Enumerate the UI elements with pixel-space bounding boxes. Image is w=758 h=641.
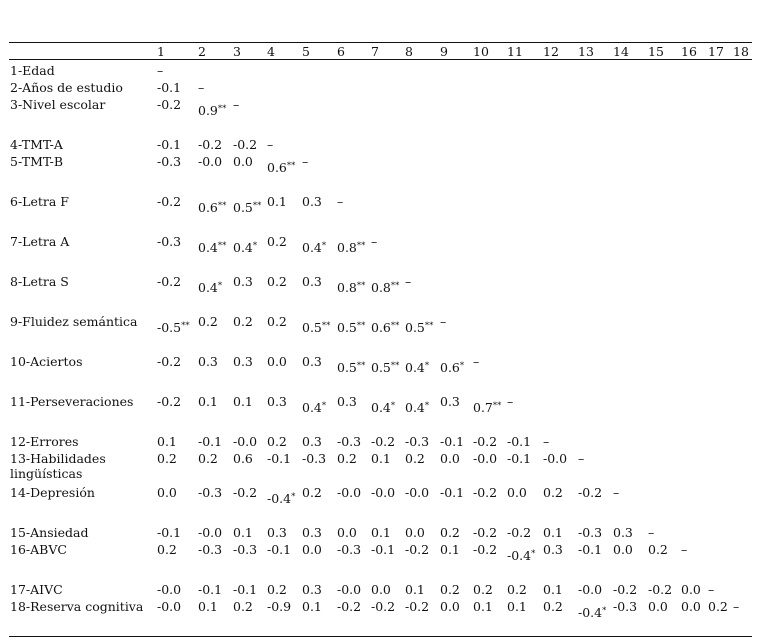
table-cell: 0.3 (302, 525, 322, 540)
table-cell: -0.1 (233, 582, 258, 597)
table-cell: 0.8** (337, 280, 366, 295)
table-cell: 0.3 (233, 354, 253, 369)
table-cell: -0.0 (198, 154, 223, 169)
table-cell: -0.1 (507, 451, 532, 466)
table-cell: 0.0 (440, 599, 460, 614)
column-header: 13 (578, 44, 594, 59)
table-cell: -0.2 (157, 394, 182, 409)
table-cell: -0.2 (405, 542, 430, 557)
table-cell: – (681, 542, 688, 557)
table-cell: -0.2 (405, 599, 430, 614)
table-cell: 0.0 (440, 451, 460, 466)
table-cell: 0.4* (302, 240, 327, 255)
row-label: 5-TMT-B (10, 154, 64, 169)
table-cell: 0.6** (371, 320, 400, 335)
table-cell: -0.3 (233, 542, 258, 557)
table-cell: – (157, 63, 164, 78)
table-cell: -0.0 (371, 485, 396, 500)
table-cell: -0.1 (371, 542, 396, 557)
table-cell: -0.1 (198, 582, 223, 597)
table-cell: -0.4* (507, 548, 536, 563)
table-cell: -0.0 (233, 434, 258, 449)
table-cell: -0.2 (198, 137, 223, 152)
table-cell: 0.1 (371, 451, 391, 466)
table-cell: 0.6** (198, 200, 227, 215)
table-cell: -0.0 (578, 582, 603, 597)
table-cell: -0.1 (507, 434, 532, 449)
table-cell: 0.2 (440, 525, 460, 540)
table-cell: -0.3 (613, 599, 638, 614)
table-cell: -0.2 (157, 354, 182, 369)
table-cell: – (578, 451, 585, 466)
table-cell: – (613, 485, 620, 500)
table-cell: -0.2 (473, 525, 498, 540)
table-cell: 0.0 (681, 599, 701, 614)
table-cell: -0.3 (157, 234, 182, 249)
row-label: 16-ABVC (10, 542, 67, 557)
row-label: 10-Aciertos (10, 354, 83, 369)
table-cell: 0.6* (440, 360, 465, 375)
table-cell: -0.3 (198, 485, 223, 500)
table-cell: 0.3 (302, 274, 322, 289)
table-cell: -0.2 (473, 485, 498, 500)
table-cell: 0.0 (337, 525, 357, 540)
table-cell: -0.3 (337, 434, 362, 449)
column-header: 5 (302, 44, 310, 59)
table-cell: 0.2 (708, 599, 728, 614)
row-label: 14-Depresión (10, 485, 95, 500)
table-cell: 0.0 (507, 485, 527, 500)
table-cell: 0.3 (198, 354, 218, 369)
table-cell: 0.2 (648, 542, 668, 557)
table-cell: 0.2 (233, 314, 253, 329)
row-label: 11-Perseveraciones (10, 394, 134, 409)
table-cell: 0.2 (267, 314, 287, 329)
table-cell: -0.0 (337, 582, 362, 597)
table-cell: – (543, 434, 550, 449)
table-cell: -0.1 (198, 434, 223, 449)
table-cell: 0.4* (302, 400, 327, 415)
table-cell: -0.3 (337, 542, 362, 557)
table-cell: 0.2 (507, 582, 527, 597)
table-cell: -0.2 (233, 137, 258, 152)
column-header: 2 (198, 44, 206, 59)
table-cell: -0.1 (157, 525, 182, 540)
row-label: 4-TMT-A (10, 137, 63, 152)
table-cell: -0.2 (233, 485, 258, 500)
table-cell: -0.3 (578, 525, 603, 540)
header-bottom-rule (9, 59, 752, 60)
table-cell: 0.0 (405, 525, 425, 540)
row-label: 9-Fluidez semántica (10, 314, 138, 329)
table-cell: 0.3 (337, 394, 357, 409)
column-header: 12 (543, 44, 559, 59)
table-cell: -0.0 (405, 485, 430, 500)
table-cell: – (648, 525, 655, 540)
table-cell: 0.0 (648, 599, 668, 614)
row-label: 13-Habilidades lingüísticas (10, 451, 106, 481)
table-top-rule (9, 42, 752, 43)
table-cell: – (302, 154, 309, 169)
table-cell: 0.5** (371, 360, 400, 375)
column-header: 8 (405, 44, 413, 59)
table-cell: 0.2 (473, 582, 493, 597)
table-cell: 0.6** (267, 160, 296, 175)
column-header: 6 (337, 44, 345, 59)
table-cell: – (233, 97, 240, 112)
table-cell: – (371, 234, 378, 249)
row-label: 3-Nivel escolar (10, 97, 106, 112)
table-cell: 0.2 (267, 434, 287, 449)
table-cell: -0.1 (157, 137, 182, 152)
row-label: 8-Letra S (10, 274, 69, 289)
table-cell: 0.1 (405, 582, 425, 597)
table-cell: -0.9 (267, 599, 292, 614)
row-label: 2-Años de estudio (10, 80, 123, 95)
column-header: 14 (613, 44, 629, 59)
table-cell: 0.2 (267, 234, 287, 249)
table-cell: 0.1 (302, 599, 322, 614)
table-cell: 0.1 (157, 434, 177, 449)
table-cell: – (198, 80, 205, 95)
table-cell: 0.5** (337, 320, 366, 335)
column-header: 9 (440, 44, 448, 59)
table-cell: -0.1 (267, 542, 292, 557)
table-cell: -0.3 (198, 542, 223, 557)
row-label: 1-Edad (10, 63, 55, 78)
row-label: 15-Ansiedad (10, 525, 89, 540)
table-cell: 0.5** (405, 320, 434, 335)
table-cell: -0.0 (543, 451, 568, 466)
table-cell: -0.2 (371, 599, 396, 614)
column-header: 17 (708, 44, 724, 59)
table-cell: 0.1 (233, 394, 253, 409)
table-cell: -0.2 (648, 582, 673, 597)
table-cell: 0.3 (302, 434, 322, 449)
table-cell: -0.0 (473, 451, 498, 466)
table-cell: 0.0 (371, 582, 391, 597)
table-cell: 0.0 (157, 485, 177, 500)
table-cell: -0.2 (157, 97, 182, 112)
table-cell: 0.1 (371, 525, 391, 540)
table-cell: 0.4** (198, 240, 227, 255)
table-cell: 0.0 (613, 542, 633, 557)
table-cell: -0.3 (302, 451, 327, 466)
table-cell: 0.2 (302, 485, 322, 500)
table-cell: 0.5** (337, 360, 366, 375)
table-cell: -0.2 (337, 599, 362, 614)
column-header: 7 (371, 44, 379, 59)
column-header: 3 (233, 44, 241, 59)
table-cell: 0.7** (473, 400, 502, 415)
column-header: 16 (681, 44, 697, 59)
table-cell: – (733, 599, 740, 614)
table-cell: – (440, 314, 447, 329)
table-cell: 0.3 (233, 274, 253, 289)
table-cell: – (473, 354, 480, 369)
table-cell: 0.1 (198, 599, 218, 614)
table-cell: 0.5** (233, 200, 262, 215)
table-cell: -0.2 (371, 434, 396, 449)
table-cell: 0.4* (198, 280, 223, 295)
table-cell: 0.8** (337, 240, 366, 255)
table-cell: 0.3 (613, 525, 633, 540)
table-cell: – (337, 194, 344, 209)
table-cell: 0.0 (267, 354, 287, 369)
table-cell: -0.0 (198, 525, 223, 540)
table-cell: -0.1 (578, 542, 603, 557)
table-cell: 0.2 (233, 599, 253, 614)
table-cell: 0.0 (681, 582, 701, 597)
table-cell: -0.1 (267, 451, 292, 466)
table-cell: -0.2 (157, 194, 182, 209)
table-cell: -0.4* (578, 605, 607, 620)
table-cell: -0.2 (507, 525, 532, 540)
row-label: 6-Letra F (10, 194, 69, 209)
table-cell: 0.5** (302, 320, 331, 335)
table-cell: 0.2 (267, 274, 287, 289)
table-cell: 0.2 (267, 582, 287, 597)
table-cell: 0.1 (543, 525, 563, 540)
table-cell: 0.4* (233, 240, 258, 255)
table-cell: 0.3 (267, 394, 287, 409)
table-bottom-rule (9, 636, 752, 637)
table-cell: -0.2 (157, 274, 182, 289)
row-label: 12-Errores (10, 434, 79, 449)
table-cell: 0.2 (543, 485, 563, 500)
table-cell: 0.3 (302, 194, 322, 209)
table-cell: 0.3 (267, 525, 287, 540)
table-cell: 0.4* (371, 400, 396, 415)
table-cell: -0.2 (613, 582, 638, 597)
table-cell: -0.4* (267, 491, 296, 506)
table-cell: 0.2 (198, 314, 218, 329)
table-cell: -0.0 (157, 582, 182, 597)
table-cell: 0.3 (543, 542, 563, 557)
column-header: 4 (267, 44, 275, 59)
table-cell: 0.4* (405, 400, 430, 415)
table-cell: 0.2 (543, 599, 563, 614)
table-cell: 0.1 (198, 394, 218, 409)
table-cell: 0.1 (267, 194, 287, 209)
table-cell: 0.2 (157, 451, 177, 466)
table-cell: -0.2 (578, 485, 603, 500)
table-cell: – (405, 274, 412, 289)
table-cell: 0.1 (507, 599, 527, 614)
table-cell: 0.4* (405, 360, 430, 375)
table-cell: 0.3 (440, 394, 460, 409)
table-cell: 0.1 (440, 542, 460, 557)
table-cell: 0.3 (302, 582, 322, 597)
table-cell: -0.1 (440, 485, 465, 500)
table-cell: -0.1 (440, 434, 465, 449)
table-cell: – (507, 394, 514, 409)
column-header: 1 (157, 44, 165, 59)
table-cell: 0.1 (233, 525, 253, 540)
table-cell: 0.2 (337, 451, 357, 466)
table-cell: 0.8** (371, 280, 400, 295)
table-cell: -0.3 (405, 434, 430, 449)
column-header: 11 (507, 44, 523, 59)
table-cell: 0.1 (473, 599, 493, 614)
column-header: 18 (733, 44, 749, 59)
table-cell: 0.2 (198, 451, 218, 466)
column-header: 10 (473, 44, 489, 59)
table-cell: -0.5** (157, 320, 190, 335)
table-cell: 0.2 (157, 542, 177, 557)
row-label: 7-Letra A (10, 234, 70, 249)
table-cell: 0.3 (302, 354, 322, 369)
table-cell: 0.0 (302, 542, 322, 557)
table-cell: 0.9** (198, 103, 227, 118)
table-cell: 0.6 (233, 451, 253, 466)
row-label: 17-AIVC (10, 582, 63, 597)
table-cell: – (708, 582, 715, 597)
table-cell: -0.2 (473, 434, 498, 449)
table-cell: 0.2 (405, 451, 425, 466)
table-cell: -0.0 (337, 485, 362, 500)
table-cell: – (267, 137, 274, 152)
row-label: 18-Reserva cognitiva (10, 599, 144, 614)
table-cell: -0.2 (473, 542, 498, 557)
table-cell: -0.3 (157, 154, 182, 169)
table-cell: 0.2 (440, 582, 460, 597)
table-cell: 0.1 (543, 582, 563, 597)
column-header: 15 (648, 44, 664, 59)
table-cell: -0.0 (157, 599, 182, 614)
table-cell: 0.0 (233, 154, 253, 169)
table-cell: -0.1 (157, 80, 182, 95)
